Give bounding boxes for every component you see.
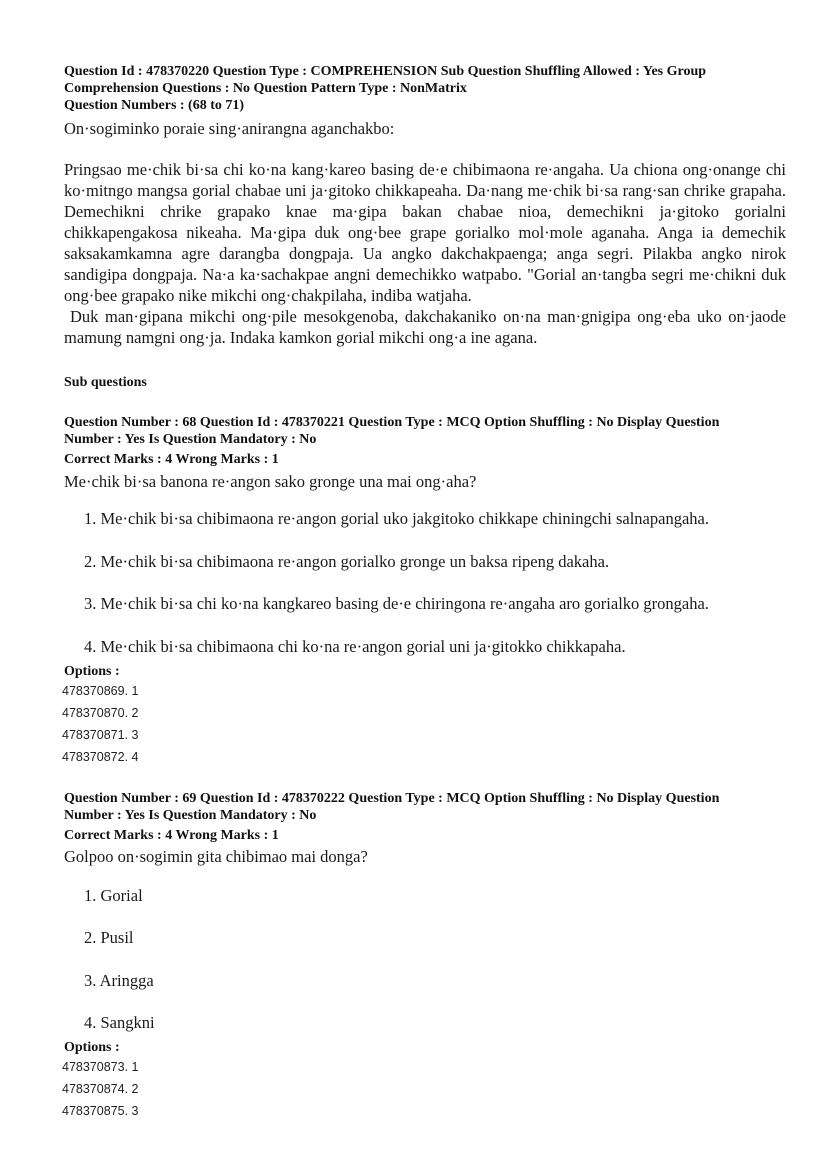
q69-choice-2: 2. Pusil bbox=[84, 928, 134, 947]
q68-option-id-2: 478370870. 2 bbox=[62, 706, 139, 720]
q68-meta-line-2: Number : Yes Is Question Mandatory : No bbox=[64, 432, 317, 447]
q68-marks: Correct Marks : 4 Wrong Marks : 1 bbox=[64, 452, 279, 467]
q68-option-id-1: 478370869. 1 bbox=[62, 684, 139, 698]
q69-meta-line-1: Question Number : 69 Question Id : 478370222 Question Type : MCQ Option Shuffling : No Display Question bbox=[64, 791, 720, 806]
sub-questions-label: Sub questions bbox=[64, 375, 147, 390]
q69-option-id-3: 478370875. 3 bbox=[62, 1104, 139, 1118]
q69-option-id-2: 478370874. 2 bbox=[62, 1082, 139, 1096]
q68-option-id-3: 478370871. 3 bbox=[62, 728, 139, 742]
q69-choice-1: 1. Gorial bbox=[84, 886, 143, 905]
q68-meta bbox=[64, 414, 774, 468]
q69-marks: Correct Marks : 4 Wrong Marks : 1 bbox=[64, 828, 279, 843]
q68-options-label: Options : bbox=[64, 664, 120, 679]
header-line-1: Question Id : 478370220 Question Type : COMPREHENSION Sub Question Shuffling Allowed : Yes Group bbox=[64, 64, 707, 79]
q68-choice-3: 3. Me·chik bi·sa chi ko·na kangkareo basing de·e chiringona re·angaha aro gorialko grongaha. bbox=[84, 594, 709, 613]
q69-option-id-1: 478370873. 1 bbox=[62, 1060, 139, 1074]
q68-choice-4: 4. Me·chik bi·sa chibimaona chi ko·na re·angon gorial uni ja·gitokko chikkapaha. bbox=[84, 637, 626, 656]
q69-choice-3: 3. Aringga bbox=[84, 971, 154, 990]
q69-meta-line-2: Number : Yes Is Question Mandatory : No bbox=[64, 808, 317, 823]
header-line-2: Comprehension Questions : No Question Pattern Type : NonMatrix bbox=[64, 81, 467, 96]
q69-meta bbox=[64, 790, 774, 844]
q68-option-id-4: 478370872. 4 bbox=[62, 750, 139, 764]
q69-choice-4: 4. Sangkni bbox=[84, 1013, 155, 1032]
comprehension-header bbox=[64, 63, 774, 114]
q69-options-label: Options : bbox=[64, 1040, 120, 1055]
passage-intro: On·sogiminko poraie sing·anirangna aganchakbo: bbox=[64, 119, 395, 138]
header-line-3: Question Numbers : (68 to 71) bbox=[64, 98, 245, 113]
q69-question-text: Golpoo on·sogimin gita chibimao mai donga? bbox=[64, 847, 368, 866]
q68-choice-1: 1. Me·chik bi·sa chibimaona re·angon gorial uko jakgitoko chikkape chiningchi salnapangaha. bbox=[84, 509, 709, 528]
q68-meta-line-1: Question Number : 68 Question Id : 478370221 Question Type : MCQ Option Shuffling : No Display Question bbox=[64, 415, 720, 430]
passage-body bbox=[64, 159, 786, 348]
q68-question-text: Me·chik bi·sa banona re·angon sako gronge una mai ong·aha? bbox=[64, 472, 477, 491]
passage-paragraph-2: Duk man·gipana mikchi ong·pile mesokgenoba, dakchakaniko on·na man·gnigipa ong·eba uko on·jaode mamung namgni ong·ja. Indaka kamkon gorial mikchi ong·a ine agana. bbox=[64, 307, 786, 347]
passage-paragraph-1: Pringsao me·chik bi·sa chi ko·na kang·kareo basing de·e chibimaona re·angaha. Ua chiona ong·onange chi ko·mitngo mangsa gorial chabae uni ja·gitoko chikkapeaha. Da·nang me·chik bi·sa rang·san chrike grapaha. Demechikni chrike grapako knae ma·gipa bakan chabae nioa, demechikni ja·gitoko gorialni chikkapengakosa nikeaha. Ma·gipa duk ong·bee grape gorialko mol·mole aganaha. Anga ia demechik saksakamkamna agre darangba dongpaja. Ua angko dakchakpaenga; anga segri. Pilakba angko nirok sandigipa dongpaja. Na·a ka·sachakpae angni demechikko watpabo. "Gorial an·tangba segri me·chikni duk ong·bee grapako nike mikchi ong·chakpilaha, indiba watjaha. bbox=[64, 160, 786, 305]
q68-choice-2: 2. Me·chik bi·sa chibimaona re·angon gorialko gronge un baksa ripeng dakaha. bbox=[84, 552, 610, 571]
